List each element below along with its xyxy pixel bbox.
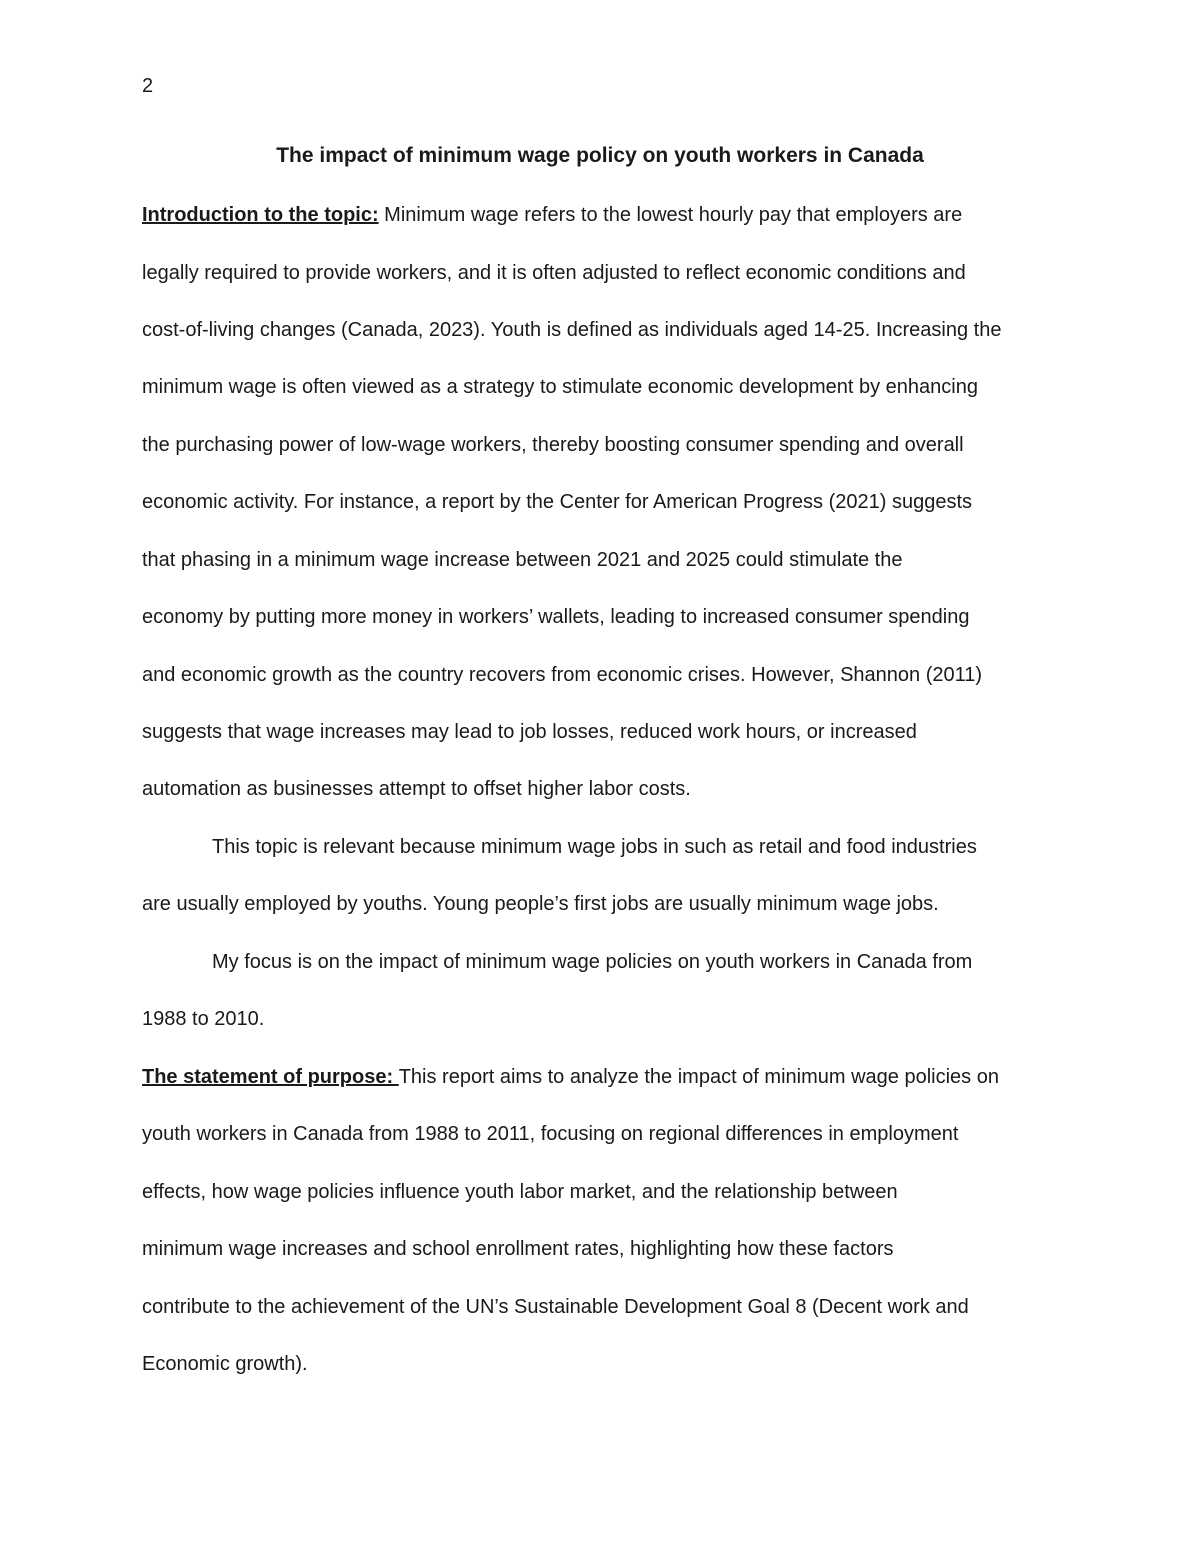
purpose-line-1-text: This report aims to analyze the impact of minimum wage policies on [398,1066,999,1088]
introduction-heading: Introduction to the topic: [142,204,379,226]
intro-line-6: economic activity. For instance, a report by the Center for American Progress (2021) suggests [142,491,972,513]
purpose-line-3: effects, how wage policies influence youth labor market, and the relationship between [142,1181,898,1203]
purpose-line-4: minimum wage increases and school enrollment rates, highlighting how these factors [142,1238,894,1260]
relevance-line-2: are usually employed by youths. Young people’s first jobs are usually minimum wage jobs. [142,893,939,915]
intro-line-9: and economic growth as the country recovers from economic crises. However, Shannon (2011) [142,664,983,686]
purpose-line-2: youth workers in Canada from 1988 to 2011, focusing on regional differences in employment [142,1123,959,1145]
intro-line-10: suggests that wage increases may lead to job losses, reduced work hours, or increased [142,721,917,743]
intro-line-7: that phasing in a minimum wage increase between 2021 and 2025 could stimulate the [142,549,903,571]
purpose-line-6: Economic growth). [142,1353,308,1375]
document-title: The impact of minimum wage policy on youth workers in Canada [276,144,924,167]
intro-line-11: automation as businesses attempt to offset higher labor costs. [142,778,691,800]
focus-line-1: My focus is on the impact of minimum wage policies on youth workers in Canada from [212,951,973,973]
relevance-line-1: This topic is relevant because minimum wage jobs in such as retail and food industries [212,836,977,858]
purpose-line-1 [142,1062,999,1092]
page-number: 2 [142,75,154,97]
purpose-line-5: contribute to the achievement of the UN’s Sustainable Development Goal 8 (Decent work and [142,1296,969,1318]
intro-line-2: legally required to provide workers, and it is often adjusted to reflect economic conditions and [142,262,966,284]
intro-line-5: the purchasing power of low-wage workers, thereby boosting consumer spending and overall [142,434,964,456]
purpose-heading: The statement of purpose: [142,1066,399,1088]
intro-line-3: cost-of-living changes (Canada, 2023). Youth is defined as individuals aged 14-25. Increasing the [142,319,1002,341]
intro-line-4: minimum wage is often viewed as a strategy to stimulate economic development by enhancing [142,376,978,398]
intro-line-1-text: Minimum wage refers to the lowest hourly pay that employers are [378,204,963,226]
intro-line-8: economy by putting more money in workers’ wallets, leading to increased consumer spending [142,606,970,628]
focus-line-2: 1988 to 2010. [142,1008,265,1030]
intro-line-1 [142,200,962,230]
